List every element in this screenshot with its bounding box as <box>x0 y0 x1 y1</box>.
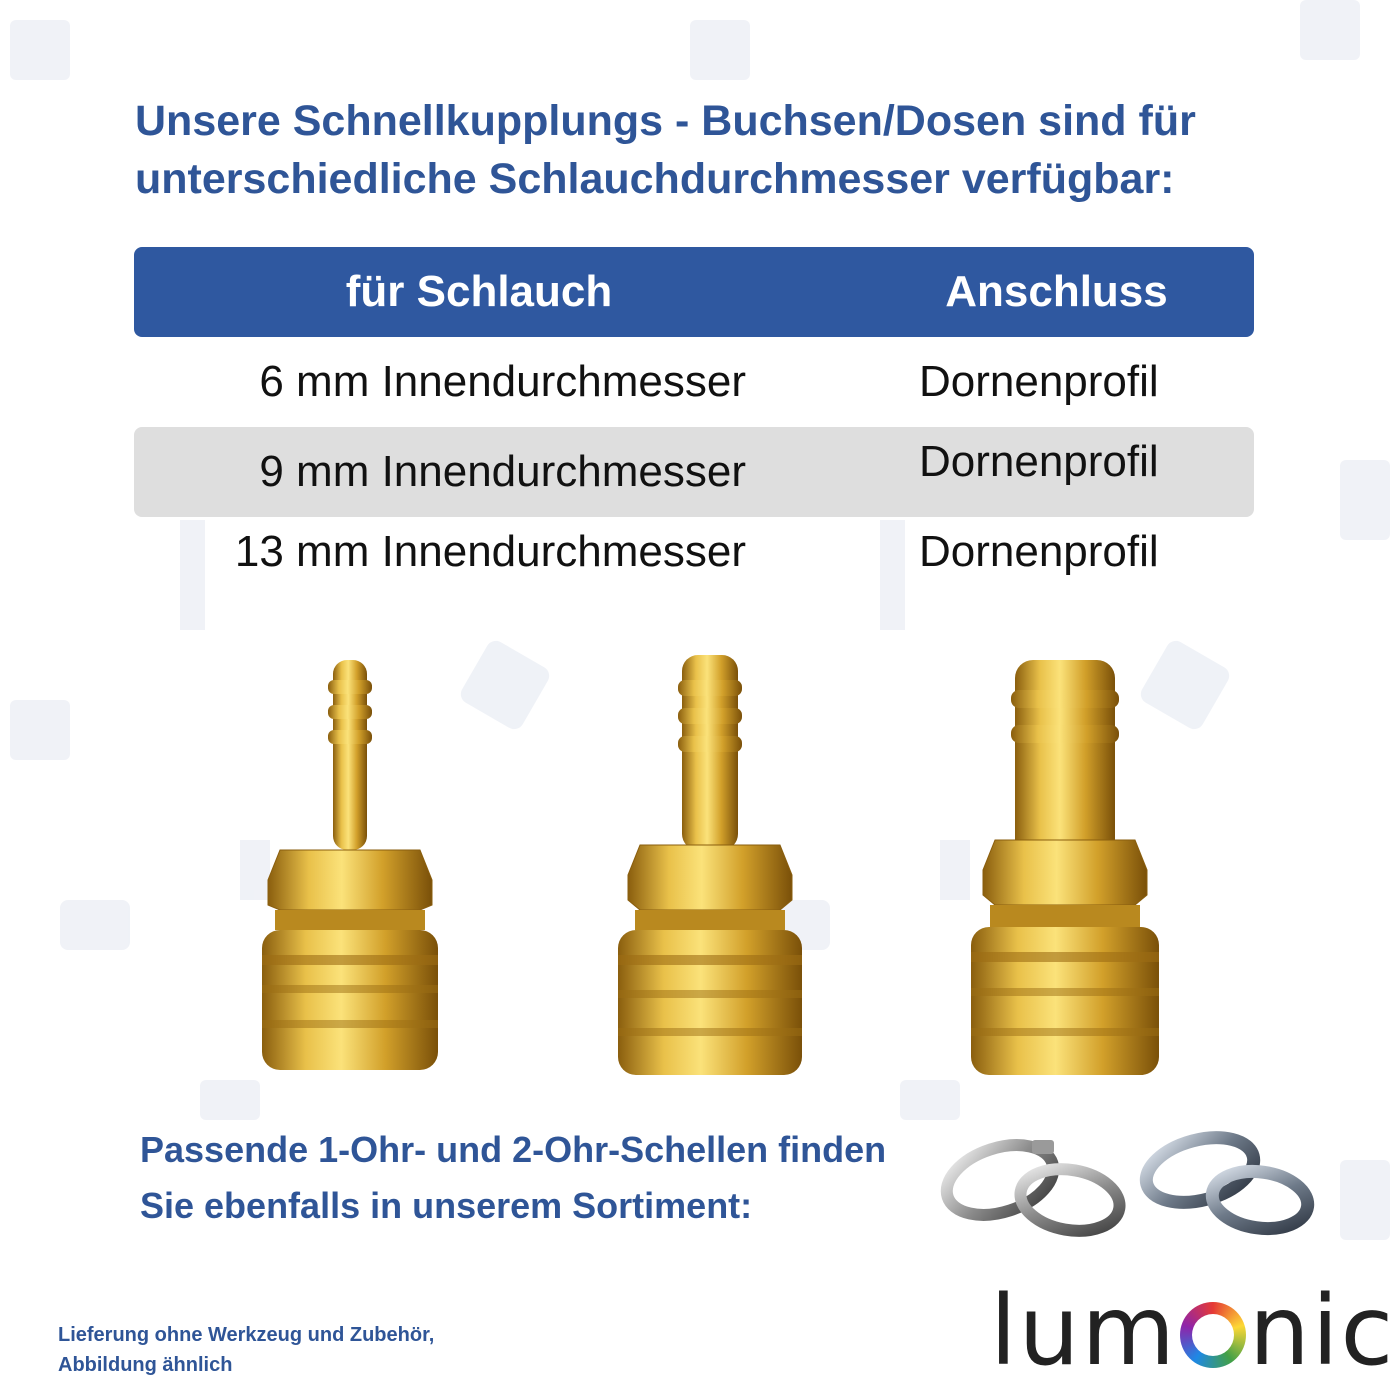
clamps-info-line-1: Passende 1-Ohr- und 2-Ohr-Schellen finden <box>140 1129 887 1170</box>
coupling-9mm-image <box>610 650 810 1090</box>
ear-clamps-image <box>940 1120 1320 1240</box>
headline <box>135 92 1285 208</box>
clamps-info-line-2: Sie ebenfalls in unserem Sortiment: <box>140 1185 753 1226</box>
table-row <box>134 427 1254 517</box>
headline-line-1: Unsere Schnellkupplungs - Buchsen/Dosen sind für <box>135 97 1196 145</box>
clamps-info <box>140 1122 960 1234</box>
row-connection: Dornenprofil <box>919 357 1159 406</box>
row-hose: 13 mm Innendurchmesser <box>234 527 746 576</box>
brand-logo <box>990 1276 1395 1386</box>
coupling-13mm-image <box>965 650 1165 1090</box>
headline-line-2: unterschiedliche Schlauchdurchmesser verfügbar: <box>135 155 1175 203</box>
header-connection: Anschluss <box>945 267 1168 316</box>
table-row <box>134 517 1254 607</box>
row-hose: 6 mm Innendurchmesser <box>259 357 746 406</box>
delivery-footnote <box>58 1320 434 1380</box>
hose-size-table <box>134 247 1254 607</box>
logo-text-end: nic <box>1249 1275 1396 1387</box>
footnote-line-2: Abbildung ähnlich <box>58 1354 233 1376</box>
coupling-6mm-image <box>250 650 450 1090</box>
header-hose: für Schlauch <box>345 267 613 316</box>
row-connection: Dornenprofil <box>919 527 1159 576</box>
table-row <box>134 337 1254 427</box>
table-header <box>134 247 1254 337</box>
row-hose: 9 mm Innendurchmesser <box>259 447 746 496</box>
footnote-line-1: Lieferung ohne Werkzeug und Zubehör, <box>58 1324 435 1346</box>
logo-text-start: lum <box>990 1275 1178 1387</box>
row-connection: Dornenprofil <box>919 437 1159 486</box>
logo-ring-o-icon <box>1180 1302 1246 1368</box>
